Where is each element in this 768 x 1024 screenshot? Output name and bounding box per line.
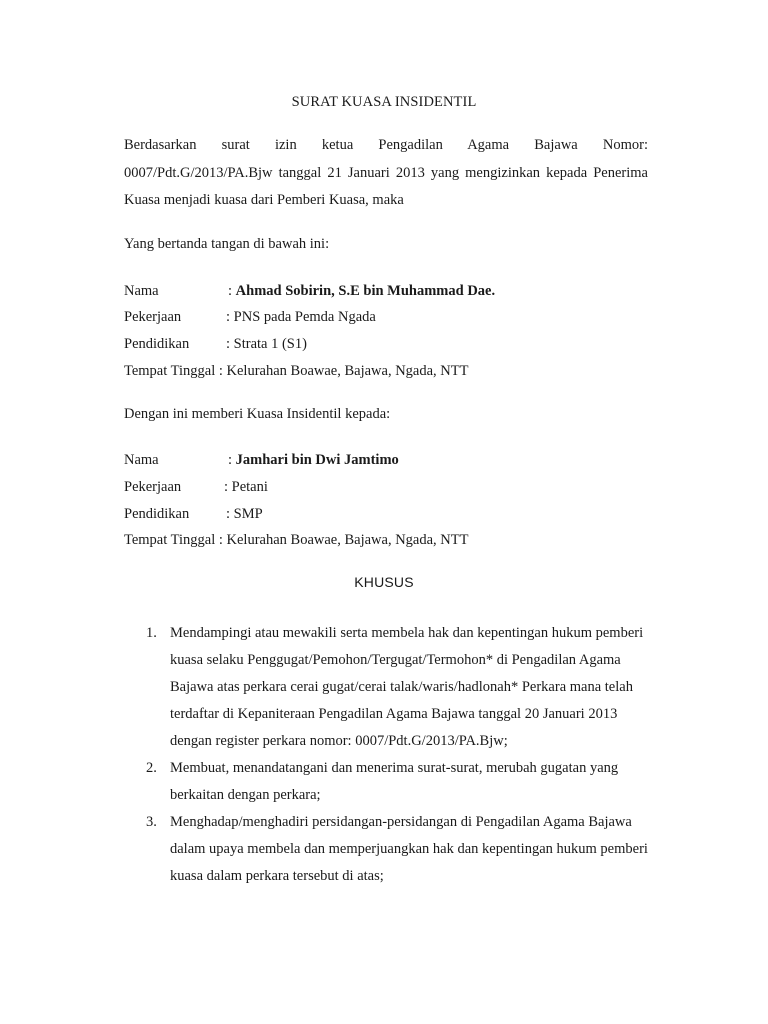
grantor-name-value-wrap: [228, 283, 495, 300]
grantee-name-value: Jamhari bin Dwi Jamtimo: [235, 452, 399, 468]
grantee-job-label: Pekerjaan: [124, 479, 182, 495]
grantor-edu-label: Pendidikan: [124, 336, 190, 352]
grantor-edu-row: [124, 336, 307, 353]
list-item: [124, 755, 648, 809]
grantor-address-value: Kelurahan Boawae, Bajawa, Ngada, NTT: [226, 363, 469, 379]
list-item: [124, 809, 648, 890]
grantee-address-label: Tempat Tinggal: [124, 532, 216, 548]
grantor-name-separator: :: [228, 283, 236, 299]
grantee-address-row: [124, 532, 468, 549]
grantee-job-value: Petani: [231, 479, 268, 495]
authority-list: [124, 620, 648, 890]
document-title: SURAT KUASA INSIDENTIL: [291, 94, 477, 110]
grantee-name-row: [124, 452, 399, 469]
grantor-edu-value-wrap: [226, 336, 307, 353]
grantor-job-label: Pekerjaan: [124, 309, 182, 325]
list-item-number: 2.: [146, 760, 157, 776]
grantee-job-separator: :: [224, 479, 232, 495]
grantor-address-row: [124, 363, 468, 380]
grantee-edu-separator: :: [226, 506, 234, 522]
grantor-address-separator: :: [218, 363, 227, 379]
list-item: [124, 620, 648, 755]
grantee-edu-value: SMP: [233, 506, 263, 522]
list-item-number: 3.: [146, 814, 157, 830]
intro-paragraph: Berdasarkan surat izin ketua Pengadilan Agama Bajawa Nomor: 0007/Pdt.G/2013/PA.Bjw tanggal 21 Januari 2013 yang mengizinkan kepada Penerima Kuasa menjadi kuasa dari Pemberi Kuasa, maka: [124, 137, 648, 208]
grantee-address-value: Kelurahan Boawae, Bajawa, Ngada, NTT: [226, 532, 469, 548]
grantor-name-label: Nama: [124, 283, 159, 299]
grantor-edu-value: Strata 1 (S1): [233, 336, 307, 352]
list-item-text: Mendampingi atau mewakili serta membela hak dan kepentingan hukum pemberi kuasa selaku Penggugat/Pemohon/Tergugat/Termohon* di Pengadilan Agama Bajawa atas perkara cerai gugat/cerai talak/waris/hadlonah* Perkara mana telah terdaftar di Kepaniteraan Pengadilan Agama Bajawa tanggal 20 Januari 2013 dengan register perkara nomor: 0007/Pdt.G/2013/PA.Bjw;: [170, 625, 644, 749]
section-title: KHUSUS: [354, 574, 414, 590]
grantee-address-separator: :: [218, 532, 227, 548]
grantee-edu-value-wrap: [226, 506, 263, 523]
grantor-job-separator: :: [226, 309, 234, 325]
grant-intro: Dengan ini memberi Kuasa Insidentil kepada:: [124, 406, 391, 422]
grantor-name-row: [124, 283, 496, 300]
list-item-number: 1.: [146, 625, 157, 641]
signer-intro: Yang bertanda tangan di bawah ini:: [124, 236, 330, 252]
grantee-edu-label: Pendidikan: [124, 506, 190, 522]
grantee-edu-row: [124, 506, 263, 523]
grantor-job-value-wrap: [226, 309, 376, 326]
grantee-job-value-wrap: [224, 479, 268, 496]
list-item-text: Menghadap/menghadiri persidangan-persidangan di Pengadilan Agama Bajawa dalam upaya membela dan memperjuangkan hak dan kepentingan hukum pemberi kuasa dalam perkara tersebut di atas;: [170, 814, 648, 884]
grantee-name-separator: :: [228, 452, 236, 468]
grantee-name-label: Nama: [124, 452, 159, 468]
grantor-address-label: Tempat Tinggal: [124, 363, 216, 379]
grantor-edu-separator: :: [226, 336, 234, 352]
grantee-job-row: [124, 479, 268, 496]
list-item-text: Membuat, menandatangani dan menerima surat-surat, merubah gugatan yang berkaitan dengan perkara;: [170, 760, 619, 803]
grantor-job-value: PNS pada Pemda Ngada: [233, 309, 376, 325]
grantor-name-value: Ahmad Sobirin, S.E bin Muhammad Dae.: [235, 283, 496, 299]
grantor-job-row: [124, 309, 376, 326]
grantee-name-value-wrap: [228, 452, 399, 469]
